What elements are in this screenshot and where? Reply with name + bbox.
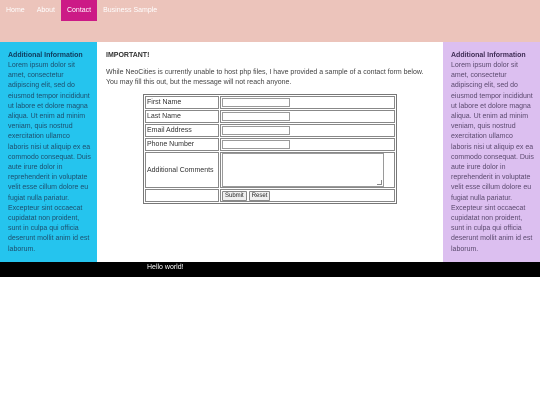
right-sidebar-text: Lorem ipsum dolor sit amet, consectetur adipiscing elit, sed do eiusmod tempor incididunt ut labore et dolore magna aliqua. Ut enim ad minim veniam, quis nostrud exercitation ullamco laboris nisi ut aliquip ex ea commodo consequat. Duis aute irure dolor in reprehenderit in voluptate velit esse cillum dolore eu fugiat nulla pariatur. Excepteur sint occaecat cupidatat non proident, sunt in culpa qui officia deserunt mollit anim id est laborum. bbox=[451, 62, 534, 253]
right-sidebar-heading: Additional Information bbox=[451, 52, 526, 59]
contact-form bbox=[143, 94, 397, 204]
form-row-phone bbox=[145, 138, 395, 151]
form-row-last-name bbox=[145, 110, 395, 123]
first-name-label: First Name bbox=[145, 96, 219, 109]
email-cell bbox=[220, 124, 395, 137]
left-sidebar bbox=[0, 42, 97, 262]
comments-label: Additional Comments bbox=[145, 152, 219, 188]
form-row-buttons bbox=[145, 189, 395, 202]
main-nav bbox=[0, 0, 163, 21]
buttons-spacer-cell bbox=[145, 189, 219, 202]
nav-contact-link[interactable]: Contact bbox=[61, 0, 97, 21]
left-sidebar-text: Lorem ipsum dolor sit amet, consectetur adipiscing elit, sed do eiusmod tempor incididunt ut labore et dolore magna aliqua. Ut enim ad minim veniam, quis nostrud exercitation ullamco laboris nisi ut aliquip ex ea commodo consequat. Duis aute irure dolor in reprehenderit in voluptate velit esse cillum dolore eu fugiat nulla pariatur. Excepteur sint occaecat cupidatat non proident, sunt in culpa qui officia deserunt mollit anim id est laborum. bbox=[8, 62, 91, 253]
comments-textarea[interactable] bbox=[222, 153, 384, 187]
form-row-first-name bbox=[145, 96, 395, 109]
reset-button[interactable]: Reset bbox=[249, 191, 271, 201]
left-sidebar-heading: Additional Information bbox=[8, 52, 83, 59]
phone-cell bbox=[220, 138, 395, 151]
email-label: Email Address bbox=[145, 124, 219, 137]
email-input[interactable] bbox=[222, 126, 290, 135]
right-sidebar bbox=[443, 42, 540, 262]
nav-home-link[interactable]: Home bbox=[6, 7, 25, 14]
header-bar bbox=[0, 0, 540, 42]
footer-bar bbox=[0, 262, 540, 277]
phone-label: Phone Number bbox=[145, 138, 219, 151]
first-name-input[interactable] bbox=[222, 98, 290, 107]
last-name-cell bbox=[220, 110, 395, 123]
comments-cell bbox=[220, 152, 395, 188]
submit-button[interactable]: Submit bbox=[222, 191, 247, 201]
important-heading: IMPORTANT! bbox=[106, 52, 150, 59]
phone-input[interactable] bbox=[222, 140, 290, 149]
intro-text: While NeoCities is currently unable to host php files, I have provided a sample of a contact form below. You may fill this out, but the message will not reach anyone. bbox=[106, 69, 424, 86]
buttons-cell bbox=[220, 189, 395, 202]
nav-business-sample-link[interactable]: Business Sample bbox=[103, 7, 158, 14]
form-row-email bbox=[145, 124, 395, 137]
nav-about-link[interactable]: About bbox=[36, 7, 55, 14]
footer-text: Hello world! bbox=[147, 264, 184, 271]
form-row-comments bbox=[145, 152, 395, 188]
main-content bbox=[97, 42, 443, 262]
resize-grip-icon[interactable] bbox=[377, 180, 382, 185]
first-name-cell bbox=[220, 96, 395, 109]
last-name-input[interactable] bbox=[222, 112, 290, 121]
last-name-label: Last Name bbox=[145, 110, 219, 123]
